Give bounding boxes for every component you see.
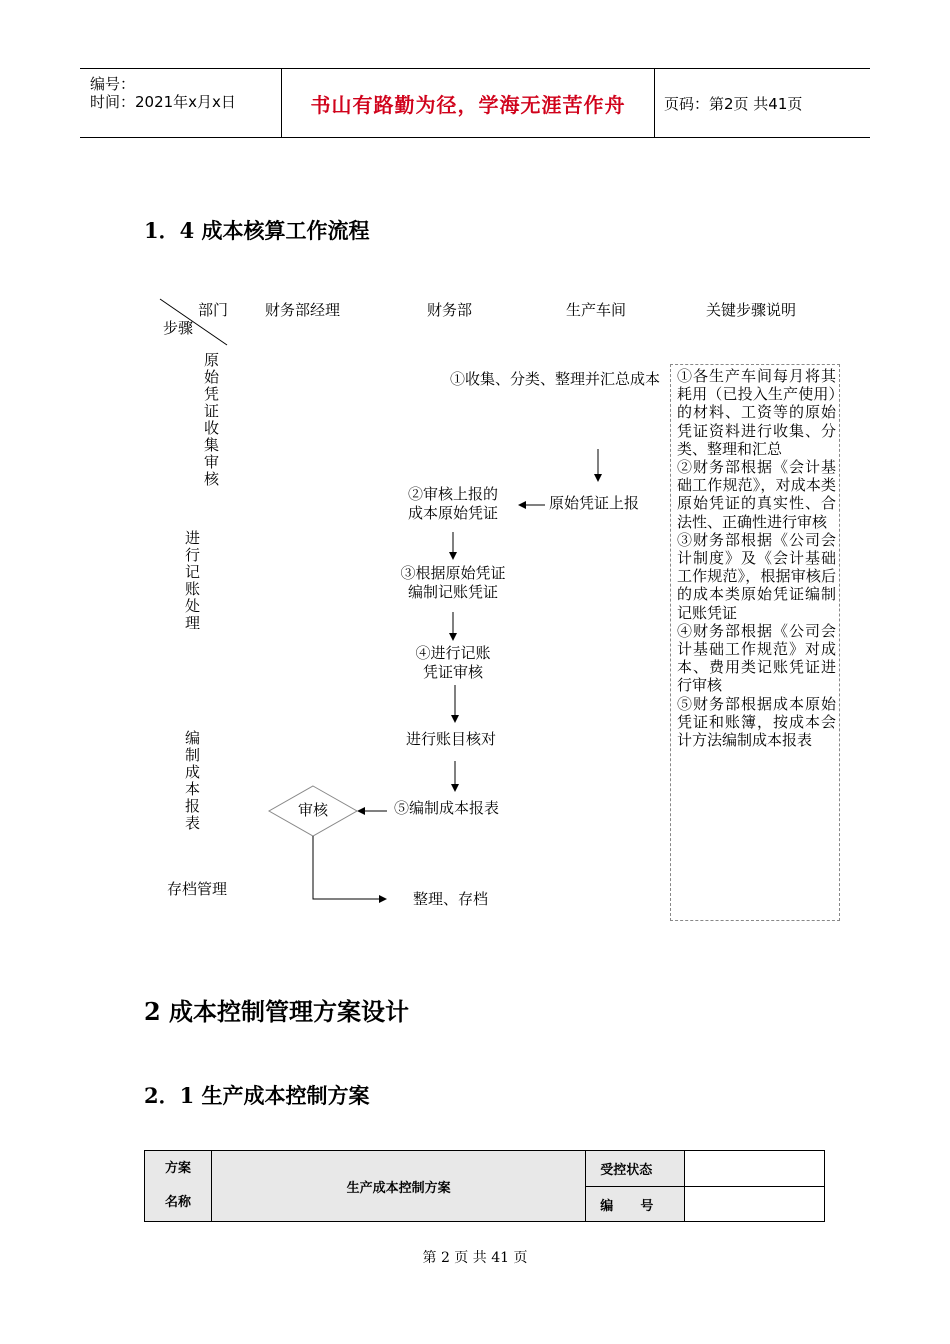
section-title: 1．4 成本核算工作流程 xyxy=(144,218,370,243)
note-4: ④财务部根据《公司会计基础工作规范》对成本、费用类记账凭证进行审核 xyxy=(677,621,836,695)
node-report: ⑤编制成本报表 xyxy=(394,799,500,817)
plan-name-label-cell xyxy=(145,1151,212,1222)
page-info: 页码：第2页 共41页 xyxy=(664,94,803,113)
corner-step: 步骤 xyxy=(163,319,194,337)
plan-name-label-2: 名称 xyxy=(164,1195,191,1210)
corner-dept: 部门 xyxy=(198,301,229,319)
col-workshop: 生产车间 xyxy=(566,301,627,319)
plan-table xyxy=(144,1150,825,1222)
node-audit-line1: ④进行记账 xyxy=(415,644,491,662)
col-manager: 财务部经理 xyxy=(265,301,341,319)
node-review xyxy=(388,485,518,523)
phase-archive: 存档管理 xyxy=(167,880,228,898)
note-3: ③财务部根据《公司会计制度》及《会计基础工作规范》，根据审核后的成本类原始凭证编制记账凭证 xyxy=(677,530,836,622)
node-archive: 整理、存档 xyxy=(413,890,489,908)
code-label: 编号： xyxy=(90,75,136,93)
status-label: 受控状态 xyxy=(586,1151,685,1187)
plan-name-value: 生产成本控制方案 xyxy=(211,1151,585,1222)
phase-collect: 原始凭证收集审核 xyxy=(202,352,220,488)
page-footer: 第 2 页 共 41 页 xyxy=(422,1250,528,1266)
node-collect: ①收集、分类、整理并汇总成本 xyxy=(450,370,661,388)
node-compile-line2: 编制记账凭证 xyxy=(407,583,498,601)
node-compile xyxy=(388,564,518,602)
col-finance: 财务部 xyxy=(427,301,473,319)
note-2: ②财务部根据《会计基础工作规范》，对成本类原始凭证的真实性、合法性、正确性进行审核 xyxy=(677,458,836,531)
plan-name-label-1: 方案 xyxy=(164,1161,191,1176)
node-audit xyxy=(388,644,518,682)
number-label: 编 号 xyxy=(586,1187,685,1222)
note-1: ①各生产车间每月将其耗用（已投入生产使用）的材料、工资等的原始凭证资料进行收集、分类、整理和汇总 xyxy=(677,367,836,458)
col-notes: 关键步骤说明 xyxy=(706,301,797,319)
section-2-title: 2 成本控制管理方案设计 xyxy=(144,997,410,1026)
status-value xyxy=(685,1151,825,1187)
phase-report: 编制成本报表 xyxy=(183,730,201,832)
node-audit-line2: 凭证审核 xyxy=(422,663,483,681)
phase-booking: 进行记账处理 xyxy=(183,530,201,632)
node-approve: 审核 xyxy=(298,801,329,819)
date-label: 时间：2021年x月x日 xyxy=(90,93,236,111)
arrow-approve-archive xyxy=(313,836,386,899)
section-2-1-title: 2．1 生产成本控制方案 xyxy=(144,1083,370,1108)
node-review-line1: ②审核上报的 xyxy=(407,485,498,503)
node-upload: 原始凭证上报 xyxy=(549,494,640,512)
node-collect-wrap xyxy=(450,369,668,389)
note-5: ⑤财务部根据成本原始凭证和账簿，按成本会计方法编制成本报表 xyxy=(677,694,836,750)
node-compile-line1: ③根据原始凭证 xyxy=(400,564,506,582)
key-step-notes xyxy=(670,364,840,921)
node-reconcile: 进行账目核对 xyxy=(406,730,497,748)
motto: 书山有路勤为径，学海无涯苦作舟 xyxy=(310,92,626,117)
number-value xyxy=(685,1187,825,1222)
node-review-line2: 成本原始凭证 xyxy=(407,504,498,522)
